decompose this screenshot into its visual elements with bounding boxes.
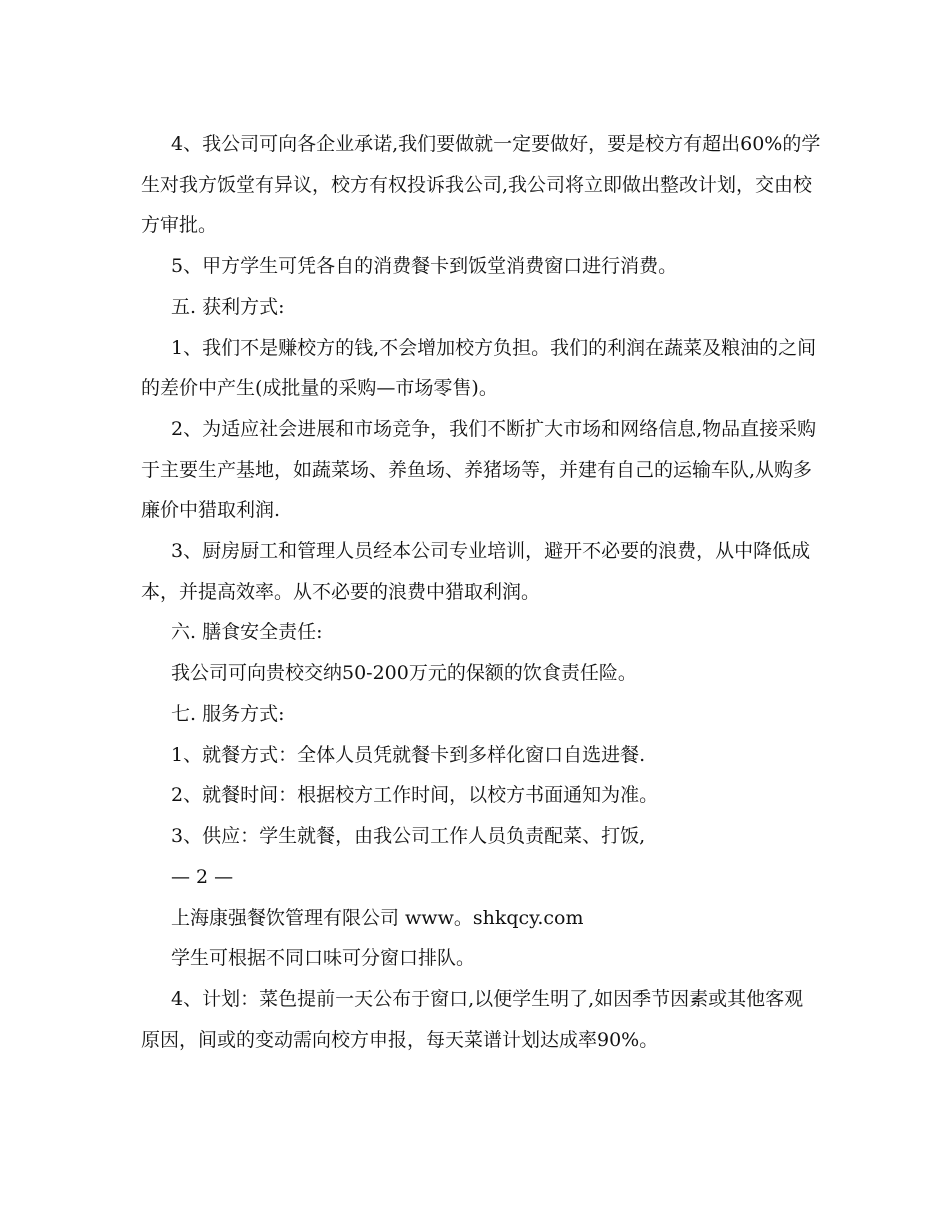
paragraph-line: 2、就餐时间：根据校方工作时间，以校方书面通知为准。 (171, 784, 659, 806)
paragraph-line: 5、甲方学生可凭各自的消费餐卡到饭堂消费窗口进行消费。 (171, 255, 678, 277)
paragraph-line: 1、就餐方式：全体人员凭就餐卡到多样化窗口自选进餐. (171, 744, 646, 766)
paragraph-line: 廉价中猎取利润. (141, 499, 281, 521)
paragraph-line: 3、供应：学生就餐，由我公司工作人员负责配菜、打饭, (171, 825, 646, 847)
paragraph-line: 于主要生产基地，如蔬菜场、养鱼场、养猪场等，并建有自己的运输车队,从购多 (141, 459, 813, 481)
section-heading: 五. 获利方式: (171, 296, 285, 318)
page-number: — 2 — (171, 866, 234, 888)
section-heading: 六. 膳食安全责任: (171, 621, 323, 643)
paragraph-line: 4、我公司可向各企业承诺,我们要做就一定要做好，要是校方有超出60%的学 (171, 133, 821, 155)
paragraph-line: 3、厨房厨工和管理人员经本公司专业培训，避开不必要的浪费，从中降低成 (171, 540, 811, 562)
paragraph-line: 4、计划：菜色提前一天公布于窗口,以便学生明了,如因季节因素或其他客观 (171, 988, 804, 1010)
paragraph-line: 生对我方饭堂有异议，校方有权投诉我公司,我公司将立即做出整改计划，交由校 (141, 174, 813, 196)
paragraph-line: 本，并提高效率。从不必要的浪费中猎取利润。 (141, 581, 541, 603)
paragraph-line: 的差价中产生(成批量的采购—市场零售)。 (141, 377, 498, 399)
paragraph-line: 学生可根据不同口味可分窗口排队。 (171, 947, 476, 969)
paragraph-line: 方审批。 (141, 214, 218, 236)
paragraph-line: 1、我们不是赚校方的钱,不会增加校方负担。我们的利润在蔬菜及粮油的之间 (171, 337, 817, 359)
company-header: 上海康强餐饮管理有限公司 www。shkqcy.com (171, 907, 584, 929)
section-heading: 七. 服务方式: (171, 703, 285, 725)
paragraph-line: 2、为适应社会进展和市场竞争，我们不断扩大市场和网络信息,物品直接采购 (171, 418, 817, 440)
paragraph-line: 我公司可向贵校交纳50-200万元的保额的饮食责任险。 (171, 662, 637, 684)
paragraph-line: 原因，间或的变动需向校方申报，每天菜谱计划达成率90%。 (141, 1029, 659, 1051)
